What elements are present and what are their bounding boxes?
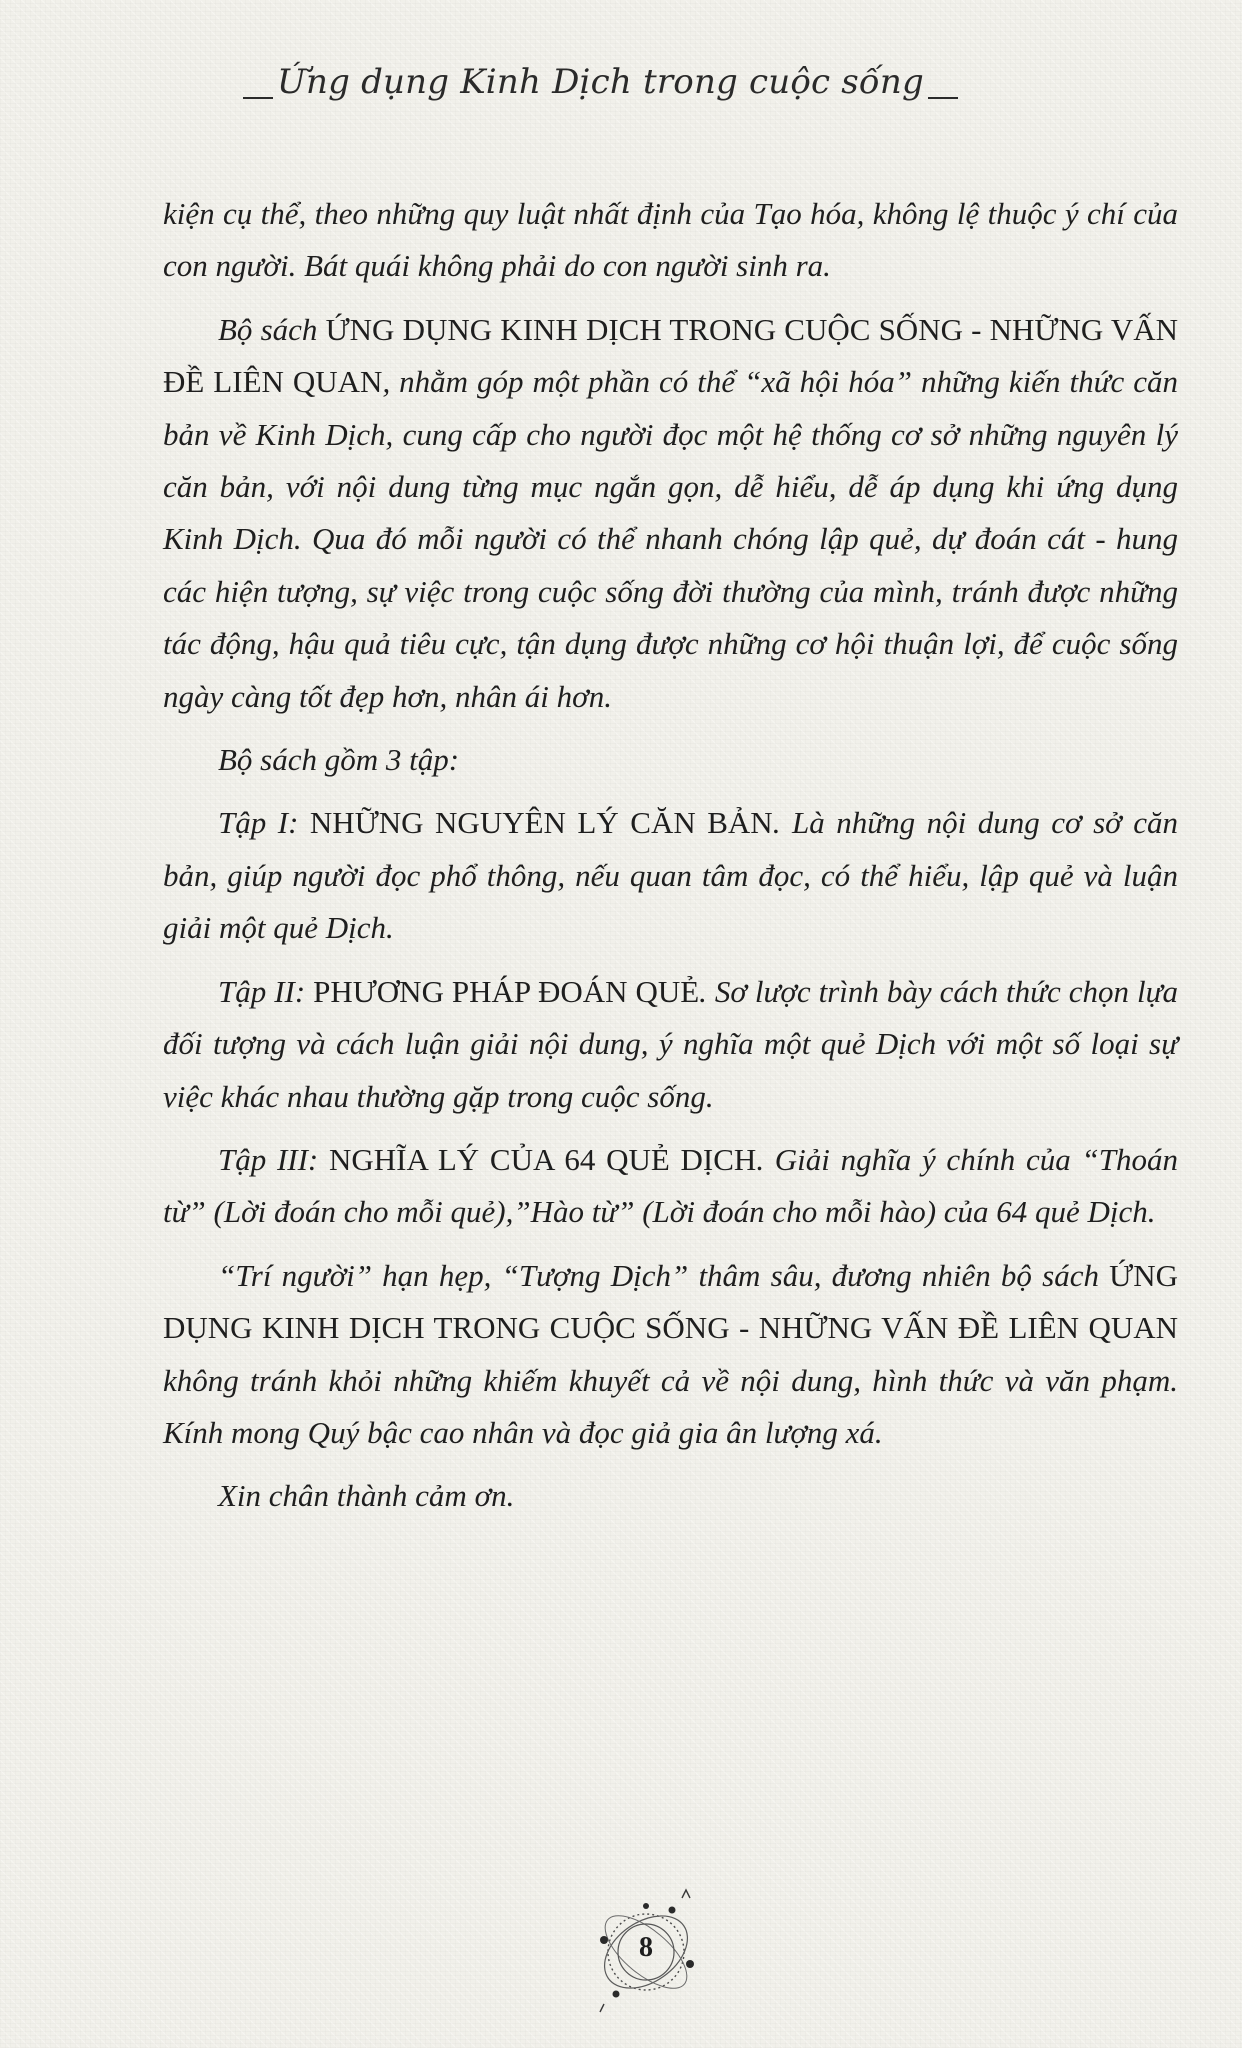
volume-label: Tập II: [218,973,314,1009]
header-dash-right [928,97,958,99]
volume-description: . Là những nội dung cơ sở căn bản, giúp người đọc phổ thông, nếu quan tâm đọc, có thể hiểu, lập quẻ và luận giải một quẻ Dịch. [163,805,1179,946]
header-dash-left [243,97,273,99]
paragraph-volume-1 [163,797,1178,954]
book-series-title: ỨNG DỤNG KINH DỊCH TRONG CUỘC SỐNG - NHỮNG VẤN ĐỀ LIÊN QUAN [163,1257,1178,1346]
volume-title: NGHĨA LÝ CỦA 64 QUẺ DỊCH [328,1141,757,1177]
page-number-badge [586,1880,706,2020]
paragraph-volume-2 [163,966,1178,1123]
paragraph-continuation: kiện cụ thể, theo những quy luật nhất định của Tạo hóa, không lệ thuộc ý chí của con người. Bát quái không phải do con người sinh ra. [163,196,1178,284]
text-run: không tránh khỏi những khiếm khuyết cả về nội dung, hình thức và văn phạm. Kính mong Quý bậc cao nhân và đọc giả gia ân lượng xá. [163,1362,1178,1450]
volume-description: . Giải nghĩa ý chính của “Thoán từ” (Lời đoán cho mỗi quẻ),”Hào từ” (Lời đoán cho mỗi hào) của 64 quẻ Dịch. [163,1141,1178,1230]
volume-title: PHƯƠNG PHÁP ĐOÁN QUẺ [313,973,700,1009]
volume-label: Tập III: [218,1141,329,1177]
text-run: , nhằm góp một phần có thể “xã hội hóa” những kiến thức căn bản về Kinh Dịch, cung cấp cho người đọc một hệ thống cơ sở những nguyên lý căn bản, với nội dung từng mục ngắn gọn, dễ hiểu, dễ áp dụng khi ứng dụng Kinh Dịch. Qua đó mỗi người có thể nhanh chóng lập quẻ, dự đoán cát - hung các hiện tượng, sự việc trong cuộc sống đời thường của mình, tránh được những tác động, hậu quả tiêu cực, tận dụng được những cơ hội thuận lợi, để cuộc sống ngày càng tốt đẹp hơn, nhân ái hơn. [163,364,1178,714]
body-text [163,188,1178,1523]
running-header [239,62,962,102]
volume-description: . Sơ lược trình bày cách thức chọn lựa đối tượng và cách luận giải nội dung, ý nghĩa một quẻ Dịch với một số loại sự việc khác nhau thường gặp trong cuộc sống. [163,973,1178,1114]
text-run: Bộ sách [218,311,326,347]
paragraph-disclaimer [163,1250,1178,1460]
book-series-title: ỨNG DỤNG KINH DỊCH TRONG CUỘC SỐNG - NHỮNG VẤN ĐỀ LIÊN QUAN [163,311,1178,400]
running-title: Ứng dụng Kinh Dịch trong cuộc sống [277,62,924,102]
volume-label: Tập I: [218,805,310,841]
page-number: 8 [639,1932,653,1963]
paragraph-thanks: Xin chân thành cảm ơn. [218,1478,515,1514]
paragraph-book-series [163,304,1178,723]
text-run: “Trí người” hạn hẹp, “Tượng Dịch” thâm sâu, đương nhiên bộ sách [218,1257,1110,1293]
paragraph-volume-count: Bộ sách gồm 3 tập: [218,742,460,778]
paragraph-volume-3 [163,1134,1178,1239]
volume-title: NHỮNG NGUYÊN LÝ CĂN BẢN [309,805,773,841]
